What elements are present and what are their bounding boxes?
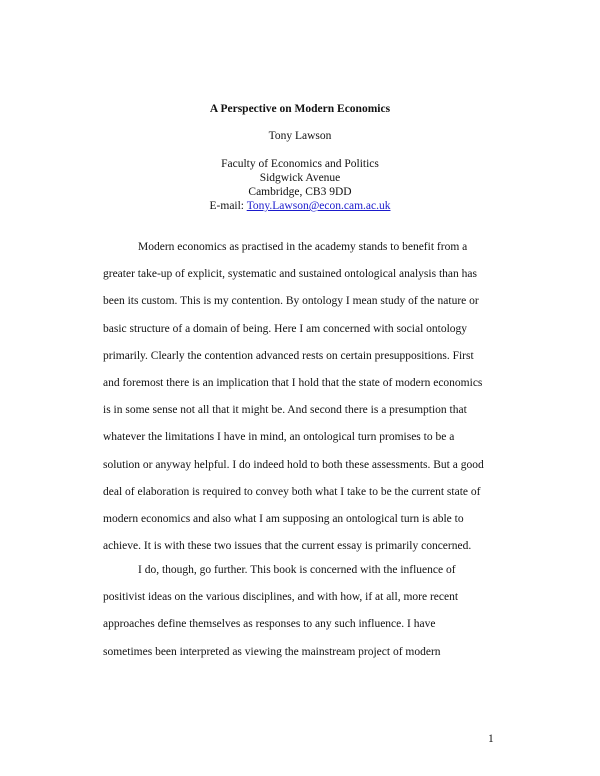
text-line: greater take-up of explicit, systematic and sustained ontological analysis than has bbox=[103, 268, 477, 281]
affiliation-department: Faculty of Economics and Politics bbox=[221, 158, 379, 170]
text-line: positivist ideas on the various disciplines, and with how, if at all, more recent bbox=[103, 591, 459, 604]
text-line: basic structure of a domain of being. Here I am concerned with social ontology bbox=[103, 322, 468, 335]
text-line: primarily. Clearly the contention advanced rests on certain presuppositions. First bbox=[103, 349, 474, 362]
text-line: sometimes been interpreted as viewing the mainstream project of modern bbox=[103, 645, 441, 658]
text-line: modern economics and also what I am supposing an ontological turn is able to bbox=[103, 512, 464, 525]
text-line: approaches define themselves as responses to any such influence. I have bbox=[103, 618, 436, 631]
text-line: deal of elaboration is required to convey both what I take to be the current state of bbox=[103, 485, 481, 498]
paragraph-1 bbox=[103, 234, 503, 560]
author-affiliation bbox=[0, 157, 600, 213]
text-line: is in some sense not all that it might be. And second there is a presumption that bbox=[103, 404, 467, 417]
text-line: Modern economics as practised in the academy stands to benefit from a bbox=[138, 241, 468, 253]
text-line: whatever the limitations I have in mind, an ontological turn promises to be a bbox=[103, 431, 455, 444]
paragraph-2 bbox=[103, 557, 503, 666]
author-name: Tony Lawson bbox=[268, 130, 332, 142]
affiliation-city: Cambridge, CB3 9DD bbox=[248, 186, 352, 198]
email-label: E-mail: bbox=[209, 200, 245, 212]
affiliation-street: Sidgwick Avenue bbox=[259, 172, 341, 184]
text-line: been its custom. This is my contention. By ontology I mean study of the nature or bbox=[103, 295, 479, 308]
text-line: I do, though, go further. This book is concerned with the influence of bbox=[138, 564, 456, 576]
text-line: achieve. It is with these two issues that the current essay is primarily concerned. bbox=[103, 540, 472, 553]
email-link[interactable]: Tony.Lawson@econ.cam.ac.uk bbox=[246, 200, 391, 212]
page-number: 1 bbox=[488, 733, 494, 745]
document-title: A Perspective on Modern Economics bbox=[209, 103, 391, 115]
affiliation-email-line bbox=[0, 199, 600, 213]
text-line: and foremost there is an implication that I hold that the state of modern economics bbox=[103, 376, 483, 389]
text-line: solution or anyway helpful. I do indeed hold to both these assessments. But a good bbox=[103, 458, 484, 471]
